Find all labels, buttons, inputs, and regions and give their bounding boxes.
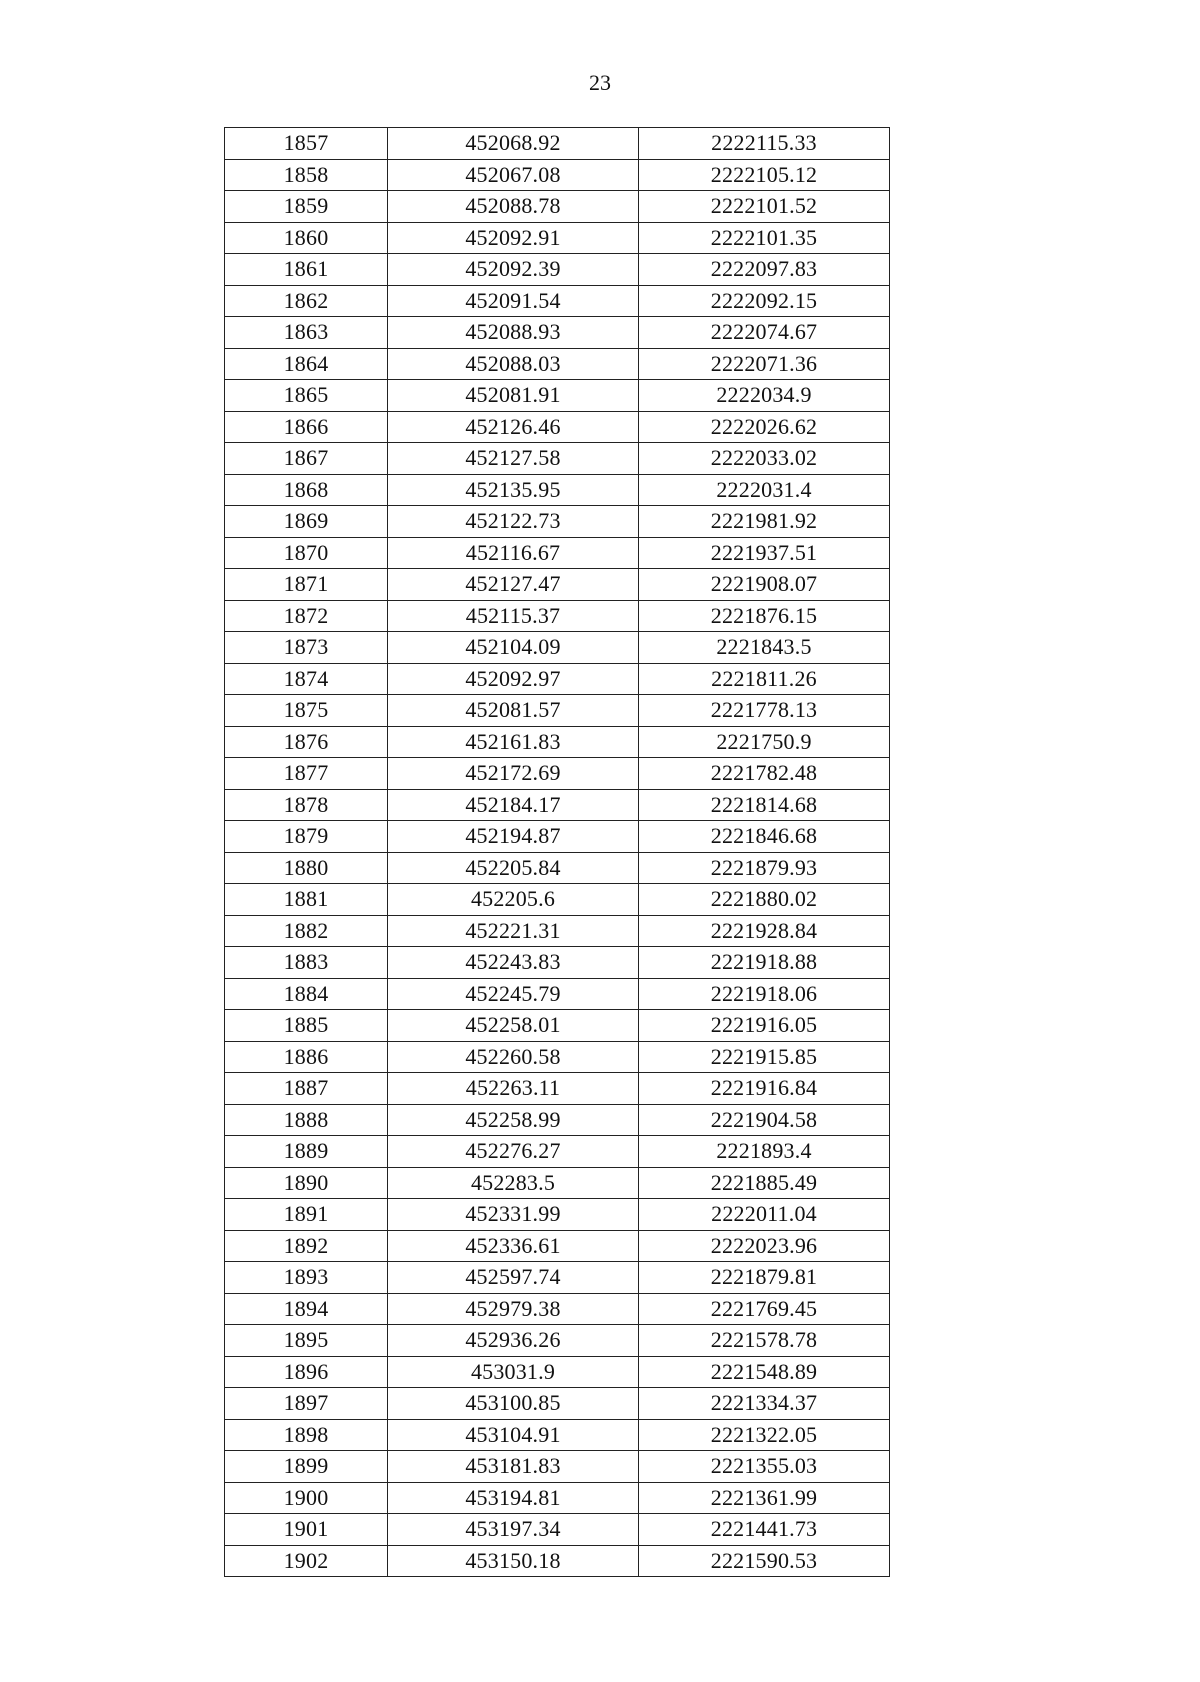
- point-number-cell: 1883: [225, 947, 388, 979]
- y-coordinate-cell: 2222101.35: [639, 222, 890, 254]
- y-coordinate-cell: 2221904.58: [639, 1104, 890, 1136]
- table-row: [225, 758, 890, 790]
- point-number-cell: 1900: [225, 1482, 388, 1514]
- point-number-cell: 1862: [225, 285, 388, 317]
- point-number-cell: 1876: [225, 726, 388, 758]
- y-coordinate-cell: 2222097.83: [639, 254, 890, 286]
- y-coordinate-cell: 2221361.99: [639, 1482, 890, 1514]
- table-row: [225, 537, 890, 569]
- x-coordinate-cell: 452068.92: [388, 128, 639, 160]
- y-coordinate-cell: 2222034.9: [639, 380, 890, 412]
- point-number-cell: 1886: [225, 1041, 388, 1073]
- y-coordinate-cell: 2222115.33: [639, 128, 890, 160]
- y-coordinate-cell: 2221843.5: [639, 632, 890, 664]
- table-row: [225, 884, 890, 916]
- table-row: [225, 726, 890, 758]
- y-coordinate-cell: 2221355.03: [639, 1451, 890, 1483]
- table-row: [225, 380, 890, 412]
- y-coordinate-cell: 2221769.45: [639, 1293, 890, 1325]
- x-coordinate-cell: 452126.46: [388, 411, 639, 443]
- y-coordinate-cell: 2221928.84: [639, 915, 890, 947]
- x-coordinate-cell: 453100.85: [388, 1388, 639, 1420]
- point-number-cell: 1861: [225, 254, 388, 286]
- x-coordinate-cell: 452260.58: [388, 1041, 639, 1073]
- table-row: [225, 1104, 890, 1136]
- x-coordinate-cell: 452081.57: [388, 695, 639, 727]
- point-number-cell: 1870: [225, 537, 388, 569]
- y-coordinate-cell: 2222074.67: [639, 317, 890, 349]
- x-coordinate-cell: 452161.83: [388, 726, 639, 758]
- point-number-cell: 1869: [225, 506, 388, 538]
- point-number-cell: 1885: [225, 1010, 388, 1042]
- table-row: [225, 1482, 890, 1514]
- point-number-cell: 1872: [225, 600, 388, 632]
- x-coordinate-cell: 452205.84: [388, 852, 639, 884]
- y-coordinate-cell: 2221322.05: [639, 1419, 890, 1451]
- table-row: [225, 915, 890, 947]
- table-row: [225, 569, 890, 601]
- x-coordinate-cell: 452172.69: [388, 758, 639, 790]
- table-row: [225, 1388, 890, 1420]
- point-number-cell: 1890: [225, 1167, 388, 1199]
- point-number-cell: 1901: [225, 1514, 388, 1546]
- x-coordinate-cell: 452104.09: [388, 632, 639, 664]
- table-row: [225, 632, 890, 664]
- y-coordinate-cell: 2222011.04: [639, 1199, 890, 1231]
- point-number-cell: 1889: [225, 1136, 388, 1168]
- x-coordinate-cell: 453197.34: [388, 1514, 639, 1546]
- y-coordinate-cell: 2221879.93: [639, 852, 890, 884]
- y-coordinate-cell: 2222071.36: [639, 348, 890, 380]
- x-coordinate-cell: 452115.37: [388, 600, 639, 632]
- table-row: [225, 663, 890, 695]
- x-coordinate-cell: 452276.27: [388, 1136, 639, 1168]
- y-coordinate-cell: 2221893.4: [639, 1136, 890, 1168]
- table-row: [225, 411, 890, 443]
- point-number-cell: 1875: [225, 695, 388, 727]
- y-coordinate-cell: 2222031.4: [639, 474, 890, 506]
- table-row: [225, 474, 890, 506]
- point-number-cell: 1866: [225, 411, 388, 443]
- table-row: [225, 1514, 890, 1546]
- table-row: [225, 254, 890, 286]
- x-coordinate-cell: 452116.67: [388, 537, 639, 569]
- point-number-cell: 1878: [225, 789, 388, 821]
- y-coordinate-cell: 2221814.68: [639, 789, 890, 821]
- x-coordinate-cell: 452336.61: [388, 1230, 639, 1262]
- x-coordinate-cell: 453031.9: [388, 1356, 639, 1388]
- table-row: [225, 348, 890, 380]
- point-number-cell: 1882: [225, 915, 388, 947]
- x-coordinate-cell: 452088.03: [388, 348, 639, 380]
- y-coordinate-cell: 2221879.81: [639, 1262, 890, 1294]
- table-row: [225, 1419, 890, 1451]
- table-row: [225, 1356, 890, 1388]
- x-coordinate-cell: 452135.95: [388, 474, 639, 506]
- x-coordinate-cell: 452243.83: [388, 947, 639, 979]
- table-row: [225, 1199, 890, 1231]
- x-coordinate-cell: 452331.99: [388, 1199, 639, 1231]
- point-number-cell: 1857: [225, 128, 388, 160]
- x-coordinate-cell: 453194.81: [388, 1482, 639, 1514]
- table-row: [225, 317, 890, 349]
- y-coordinate-cell: 2221846.68: [639, 821, 890, 853]
- table-row: [225, 1073, 890, 1105]
- y-coordinate-cell: 2222105.12: [639, 159, 890, 191]
- table-row: [225, 191, 890, 223]
- table-row: [225, 128, 890, 160]
- x-coordinate-cell: 452258.01: [388, 1010, 639, 1042]
- x-coordinate-cell: 452127.47: [388, 569, 639, 601]
- table-row: [225, 1230, 890, 1262]
- point-number-cell: 1893: [225, 1262, 388, 1294]
- x-coordinate-cell: 452184.17: [388, 789, 639, 821]
- x-coordinate-cell: 452263.11: [388, 1073, 639, 1105]
- table-row: [225, 600, 890, 632]
- x-coordinate-cell: 452283.5: [388, 1167, 639, 1199]
- y-coordinate-cell: 2221918.88: [639, 947, 890, 979]
- table-row: [225, 695, 890, 727]
- point-number-cell: 1867: [225, 443, 388, 475]
- x-coordinate-cell: 453104.91: [388, 1419, 639, 1451]
- x-coordinate-cell: 452245.79: [388, 978, 639, 1010]
- coordinate-table: [224, 127, 890, 1577]
- point-number-cell: 1887: [225, 1073, 388, 1105]
- table-row: [225, 285, 890, 317]
- y-coordinate-cell: 2221578.78: [639, 1325, 890, 1357]
- y-coordinate-cell: 2221908.07: [639, 569, 890, 601]
- y-coordinate-cell: 2221750.9: [639, 726, 890, 758]
- y-coordinate-cell: 2221441.73: [639, 1514, 890, 1546]
- y-coordinate-cell: 2221937.51: [639, 537, 890, 569]
- point-number-cell: 1902: [225, 1545, 388, 1577]
- x-coordinate-cell: 452597.74: [388, 1262, 639, 1294]
- table-row: [225, 978, 890, 1010]
- point-number-cell: 1863: [225, 317, 388, 349]
- table-row: [225, 159, 890, 191]
- point-number-cell: 1898: [225, 1419, 388, 1451]
- point-number-cell: 1871: [225, 569, 388, 601]
- point-number-cell: 1865: [225, 380, 388, 412]
- y-coordinate-cell: 2221782.48: [639, 758, 890, 790]
- y-coordinate-cell: 2221876.15: [639, 600, 890, 632]
- y-coordinate-cell: 2222092.15: [639, 285, 890, 317]
- x-coordinate-cell: 452194.87: [388, 821, 639, 853]
- table-row: [225, 789, 890, 821]
- point-number-cell: 1859: [225, 191, 388, 223]
- y-coordinate-cell: 2221915.85: [639, 1041, 890, 1073]
- point-number-cell: 1874: [225, 663, 388, 695]
- point-number-cell: 1877: [225, 758, 388, 790]
- y-coordinate-cell: 2222101.52: [639, 191, 890, 223]
- point-number-cell: 1864: [225, 348, 388, 380]
- x-coordinate-cell: 452258.99: [388, 1104, 639, 1136]
- y-coordinate-cell: 2221885.49: [639, 1167, 890, 1199]
- table-row: [225, 506, 890, 538]
- x-coordinate-cell: 452088.93: [388, 317, 639, 349]
- y-coordinate-cell: 2221880.02: [639, 884, 890, 916]
- table-row: [225, 1262, 890, 1294]
- x-coordinate-cell: 452979.38: [388, 1293, 639, 1325]
- table-row: [225, 1041, 890, 1073]
- table-row: [225, 1293, 890, 1325]
- x-coordinate-cell: 452127.58: [388, 443, 639, 475]
- point-number-cell: 1880: [225, 852, 388, 884]
- y-coordinate-cell: 2221590.53: [639, 1545, 890, 1577]
- x-coordinate-cell: 453181.83: [388, 1451, 639, 1483]
- x-coordinate-cell: 452081.91: [388, 380, 639, 412]
- y-coordinate-cell: 2222026.62: [639, 411, 890, 443]
- point-number-cell: 1860: [225, 222, 388, 254]
- point-number-cell: 1879: [225, 821, 388, 853]
- point-number-cell: 1894: [225, 1293, 388, 1325]
- page-number: 23: [589, 70, 611, 95]
- point-number-cell: 1873: [225, 632, 388, 664]
- y-coordinate-cell: 2221811.26: [639, 663, 890, 695]
- x-coordinate-cell: 452092.39: [388, 254, 639, 286]
- point-number-cell: 1896: [225, 1356, 388, 1388]
- table-body: [225, 128, 890, 1577]
- x-coordinate-cell: 452122.73: [388, 506, 639, 538]
- y-coordinate-cell: 2221548.89: [639, 1356, 890, 1388]
- point-number-cell: 1888: [225, 1104, 388, 1136]
- point-number-cell: 1895: [225, 1325, 388, 1357]
- point-number-cell: 1884: [225, 978, 388, 1010]
- point-number-cell: 1868: [225, 474, 388, 506]
- table-row: [225, 222, 890, 254]
- table-row: [225, 1325, 890, 1357]
- table-row: [225, 852, 890, 884]
- y-coordinate-cell: 2221778.13: [639, 695, 890, 727]
- x-coordinate-cell: 452092.91: [388, 222, 639, 254]
- x-coordinate-cell: 452205.6: [388, 884, 639, 916]
- table-row: [225, 1010, 890, 1042]
- x-coordinate-cell: 453150.18: [388, 1545, 639, 1577]
- y-coordinate-cell: 2221918.06: [639, 978, 890, 1010]
- x-coordinate-cell: 452088.78: [388, 191, 639, 223]
- point-number-cell: 1899: [225, 1451, 388, 1483]
- y-coordinate-cell: 2222023.96: [639, 1230, 890, 1262]
- table-row: [225, 1136, 890, 1168]
- table-row: [225, 1167, 890, 1199]
- point-number-cell: 1858: [225, 159, 388, 191]
- point-number-cell: 1892: [225, 1230, 388, 1262]
- x-coordinate-cell: 452221.31: [388, 915, 639, 947]
- point-number-cell: 1897: [225, 1388, 388, 1420]
- x-coordinate-cell: 452091.54: [388, 285, 639, 317]
- table-row: [225, 443, 890, 475]
- table-row: [225, 821, 890, 853]
- y-coordinate-cell: 2221916.84: [639, 1073, 890, 1105]
- point-number-cell: 1881: [225, 884, 388, 916]
- x-coordinate-cell: 452067.08: [388, 159, 639, 191]
- table-row: [225, 947, 890, 979]
- y-coordinate-cell: 2221334.37: [639, 1388, 890, 1420]
- point-number-cell: 1891: [225, 1199, 388, 1231]
- y-coordinate-cell: 2221916.05: [639, 1010, 890, 1042]
- x-coordinate-cell: 452092.97: [388, 663, 639, 695]
- y-coordinate-cell: 2222033.02: [639, 443, 890, 475]
- table-row: [225, 1545, 890, 1577]
- x-coordinate-cell: 452936.26: [388, 1325, 639, 1357]
- table-row: [225, 1451, 890, 1483]
- y-coordinate-cell: 2221981.92: [639, 506, 890, 538]
